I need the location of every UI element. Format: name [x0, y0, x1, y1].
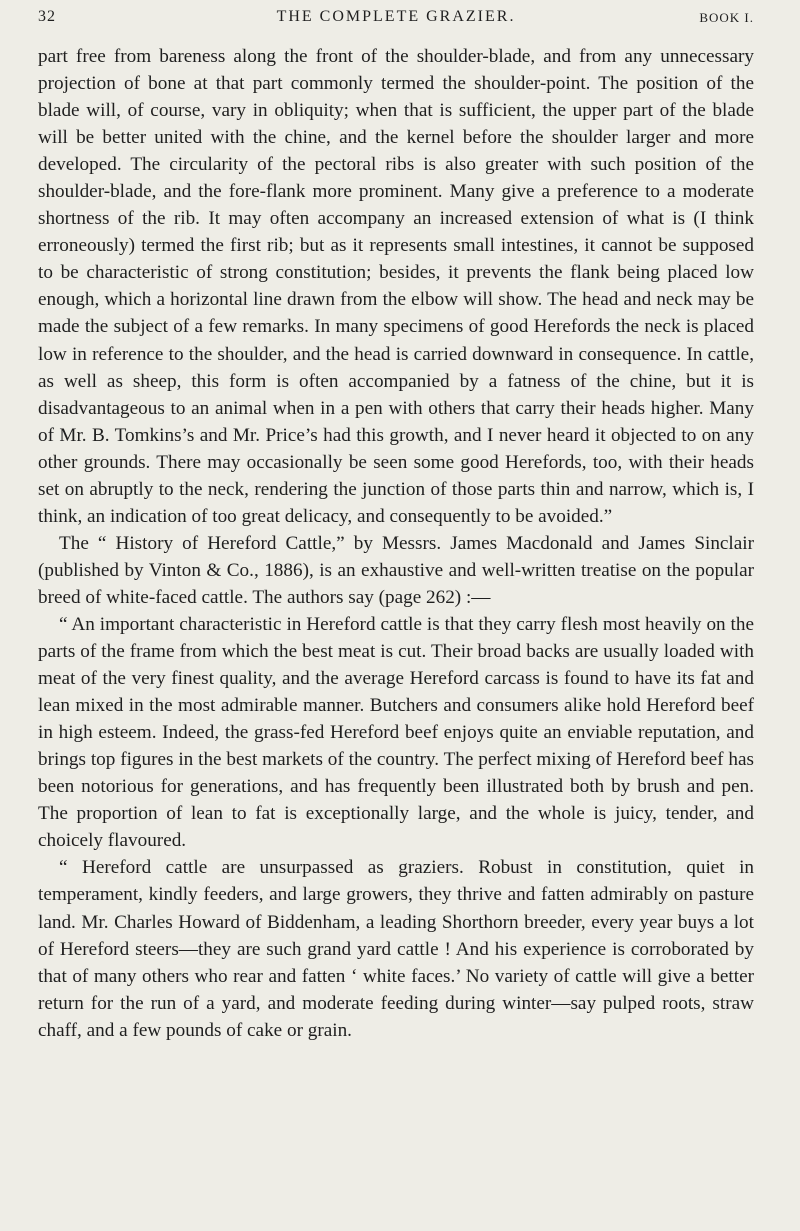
book-label: BOOK I.: [699, 10, 754, 25]
body-text: [38, 43, 754, 1044]
page-number: 32: [38, 8, 56, 25]
paragraph: The “ History of Hereford Cattle,” by Messrs. James Macdonald and James Sinclair (published by Vinton & Co., 1886), is an exhaustive and well-written treatise on the popular breed of white-faced cattle. The authors say (page 262) :—: [38, 532, 754, 608]
paragraph: part free from bareness along the front of the shoulder-blade, and from any unnecessary projection of bone at that part commonly termed the shoulder-point. The position of the blade will, of course, vary in obliquity; when that is sufficient, the upper part of the blade will be better united with the chine, and the kernel before the shoulder larger and more developed. The circularity of the pectoral ribs is also greater with such position of the shoulder-blade, and the fore-flank more prominent. Many give a preference to a moderate shortness of the rib. It may often accompany an increased extension of what is (I think erroneously) termed the first rib; but as it represents small intestines, it cannot be supposed to be characteristic of strong constitution; besides, it prevents the flank being placed low enough, which a horizontal line drawn from the elbow will show. The head and neck may be made the subject of a few remarks. In many specimens of good Herefords the neck is placed low in reference to the shoulder, and the head is carried downward in consequence. In cattle, as well as sheep, this form is often accompanied by a fatness of the chine, but it is disadvantageous to an animal when in a pen with others that carry their heads higher. Many of Mr. B. Tomkins’s and Mr. Price’s had this growth, and I never heard it objected to on any other grounds. There may occasionally be seen some good Herefords, too, with their heads set on abruptly to the neck, rendering the junction of those parts thin and narrow, which is, I think, an indication of too great delicacy, and consequently to be avoided.”: [38, 46, 754, 527]
quoted-paragraph: “ Hereford cattle are unsurpassed as graziers. Robust in constitution, quiet in temperament, kindly feeders, and large growers, they thrive and fatten admirably on pasture land. Mr. Charles Howard of Biddenham, a leading Shorthorn breeder, every year buys a lot of Hereford steers—they are such grand yard cattle ! And his experience is corroborated by that of many others who rear and fatten ‘ white faces.’ No variety of cattle will give a better return for the run of a yard, and moderate feeding during winter—say pulped roots, straw chaff, and a few pounds of cake or grain.: [38, 857, 754, 1041]
running-title: THE COMPLETE GRAZIER.: [276, 8, 516, 25]
quoted-paragraph: “ An important characteristic in Hereford cattle is that they carry flesh most heavily on the parts of the frame from which the best meat is cut. Their broad backs are usually loaded with meat of the very finest quality, and the average Hereford carcass is found to have its fat and lean mixed in the most admirable manner. Butchers and consumers alike hold Hereford beef in high esteem. Indeed, the grass-fed Hereford beef enjoys quite an enviable reputation, and brings top figures in the best markets of the country. The perfect mixing of Hereford beef has been notorious for generations, and has frequently been illustrated both by brush and pen. The proportion of lean to fat is exceptionally large, and the whole is juicy, tender, and choicely flavoured.: [38, 613, 754, 852]
page-header: [38, 8, 754, 36]
